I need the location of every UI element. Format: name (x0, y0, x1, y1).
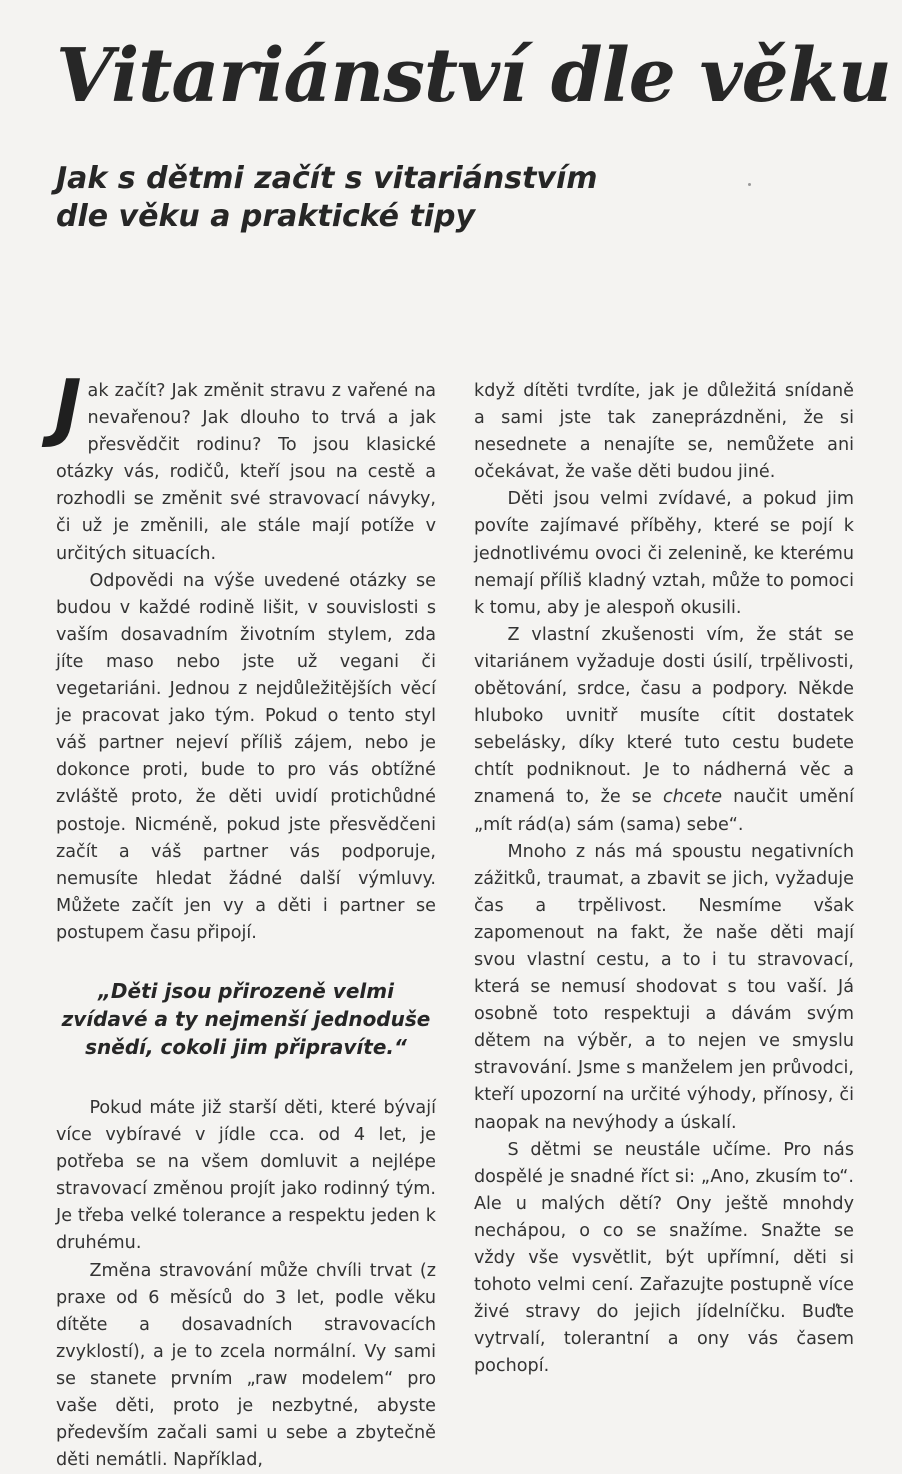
subtitle-line-2: dle věku a praktické tipy (56, 199, 476, 234)
drop-cap: J (54, 364, 82, 450)
paragraph-change-duration: Změna stravování může chvíli trvat (z praxe od 6 měsíců do 3 let, podle věku dítěte a dosavadních stravovacích zvyklostí), a je to zcela normální. Vy sami se stanete prvním „raw modelem“ pro vaše děti, proto je nezbytné, abyste především začali sami u sebe a zbytečně děti nemátli. Například, (56, 1260, 436, 1471)
intro-text: ak začít? Jak změnit stravu z vařené na nevařenou? Jak dlouho to trvá a jak přesvědčit rodinu? To jsou klasické otázky vás, rodičů, kteří jsou na cestě a rozhodli se změnit své stravovací návyky, či už je změnili, ale stále mají potíže v určitých situacích. (56, 381, 436, 564)
emphasis-word: chcete (662, 787, 723, 808)
paragraph-learning: S dětmi se neustále učíme. Pro nás dospělé je snadné říct si: „Ano, zkusím to“. Ale u malých dětí? Ony ještě mnohdy nechápou, o co se snažíme. Snažte se vždy vše vysvětlit, být upřímní, děti si tohoto velmi cení. Zařazujte postupně více živé stravy do jejich jídelníčku. Buďte vytrvalí, tolerantní a ony vás časem pochopí. (474, 1139, 854, 1377)
paragraph-answers: Odpovědi na výše uvedené otázky se budou v každé rodině lišit, v souvislosti s vaším dosavadním životním stylem, zda jíte maso nebo jste už vegani či vegetariáni. Jednou z nejdůležitějších věcí je pracovat jako tým. Pokud o tento styl váš partner nejeví příliš zájem, nebo je dokonce proti, bude to pro vás obtížné zvláště proto, že děti uvidí protichůdné postoje. Nicméně, pokud jste přesvědčeni začít a váš partner vás podporuje, nemusíte hledat žádné další výmluvy. Můžete začít jen vy a děti i partner se postupem času připojí. (56, 570, 436, 943)
paragraph-own-experience (474, 622, 854, 839)
intro-paragraph (54, 364, 436, 568)
paragraph-older-children: Pokud máte již starší děti, které bývají více vybíravé v jídle cca. od 4 let, je potřeba se na všem domluvit a nejlépe stravovací změnou projít jako rodinný tým. Je třeba velké tolerance a respektu jeden k druhému. (56, 1097, 436, 1254)
paragraph-trauma: Mnoho z nás má spoustu negativních zážitků, traumat, a zbavit se jich, vyžaduje čas a trpělivost. Nesmíme však zapomenout na fakt, že naše děti mají svou vlastní cestu, a to i tu stravovací, která se nemusí shodovat s tou vaší. Já osobně toto respektuji a dávám svým dětem na výběr, a to nejen ve smyslu stravování. Jsme s manželem jen průvodci, kteří upozorní na určité výhody, přínosy, či naopak na nevýhody a úskalí. (474, 841, 854, 1133)
own-experience-text-a: Z vlastní zkušenosti vím, že stát se vitariánem vyžaduje dosti úsilí, trpělivosti, obětování, srdce, času a podpory. Někde hluboko uvnitř musíte cítit dostatek sebelásky, díky které tuto cestu budete chtít podniknout. Je to nádherná věc a znamená to, že se (474, 624, 854, 808)
right-column (474, 378, 854, 1380)
page-title: Vitariánství dle věku (56, 33, 891, 119)
subtitle-line-1: Jak s dětmi začít s vitariánstvím (56, 161, 598, 196)
pull-quote: „Děti jsou přirozeně velmi zvídavé a ty nejmenší jednoduše snědí, cokoli jim připravíte.“ (61, 978, 431, 1059)
print-speck (748, 183, 751, 186)
left-column (54, 364, 436, 1474)
own-experience-text-b: naučit umění „mít rád(a) sám (sama) sebe“. (474, 787, 855, 835)
page-subtitle (56, 160, 756, 236)
paragraph-curious-children: Děti jsou velmi zvídavé, a pokud jim povíte zajímavé příběhy, které se pojí k jednotlivému ovoci či zelenině, ke kterému nemají příliš kladný vztah, může to pomoci k tomu, aby je alespoň okusili. (474, 489, 854, 618)
paragraph-continued: když dítěti tvrdíte, jak je důležitá snídaně a sami jste tak zaneprázdněni, že si nesednete a nenajíte se, nemůžete ani očekávat, že vaše děti budou jiné. (474, 381, 854, 483)
